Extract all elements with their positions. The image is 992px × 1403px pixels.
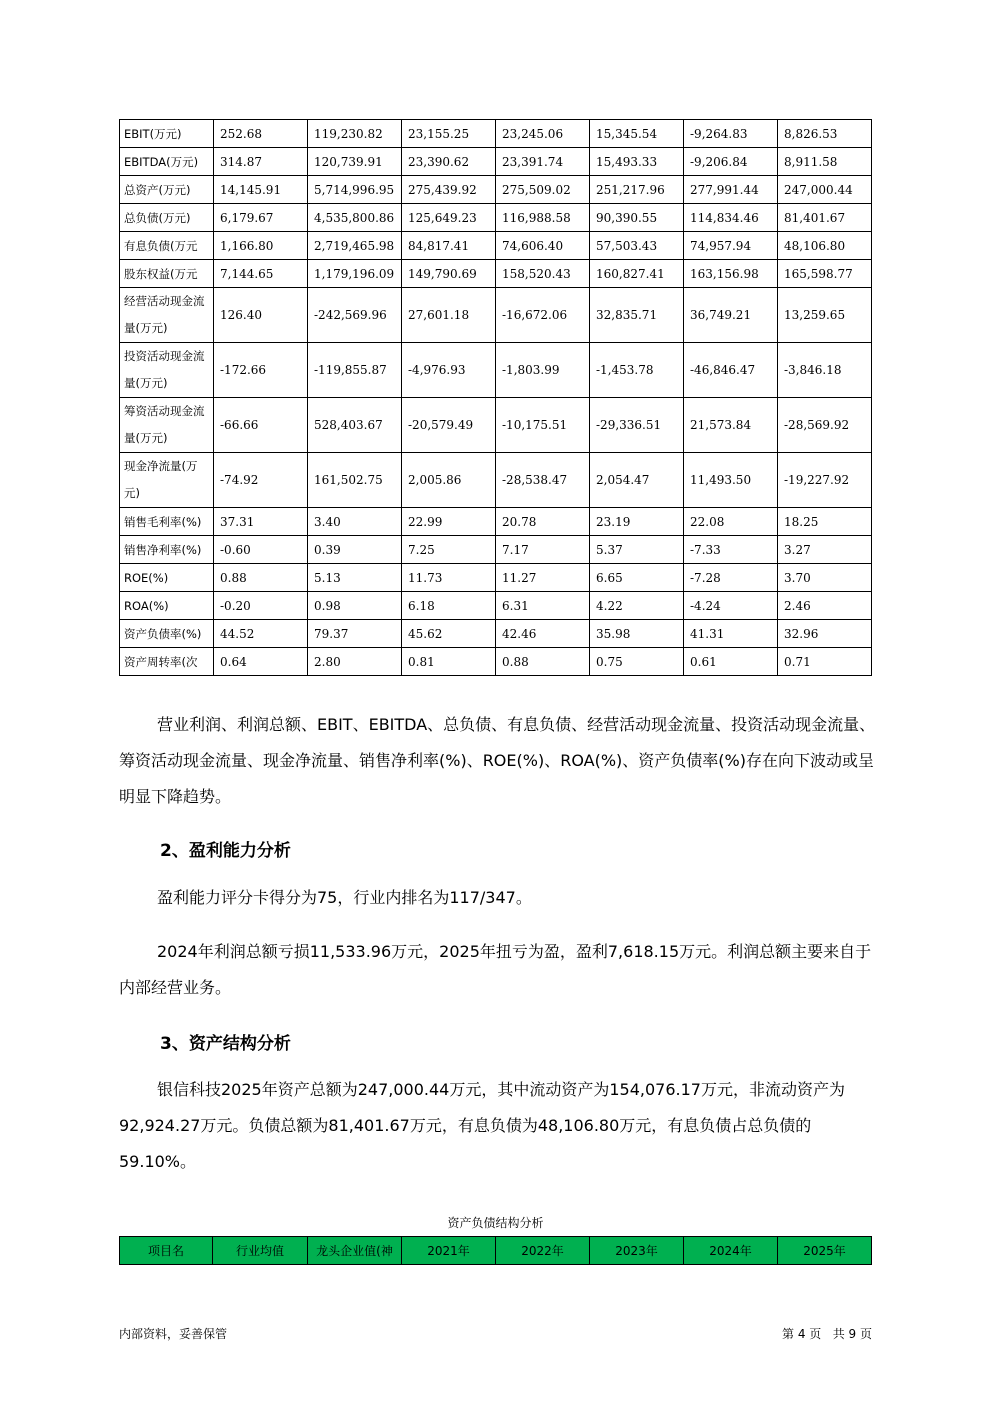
table-cell: 11.27 — [496, 564, 590, 592]
table-cell: 275,439.92 — [402, 176, 496, 204]
table-cell: 14,145.91 — [214, 176, 308, 204]
table-cell: 252.68 — [214, 120, 308, 148]
table-cell: 8,911.58 — [778, 148, 872, 176]
table-cell: 120,739.91 — [308, 148, 402, 176]
row-label: 筹资活动现金流量(万元) — [120, 398, 214, 453]
trend-paragraph: 营业利润、利润总额、EBIT、EBITDA、总负债、有息负债、经营活动现金流量、投资活动现金流量、筹资活动现金流量、现金净流量、销售净利率(%)、ROE(%)、ROA(%)、资产负债率(%)存在向下波动或呈明显下降趋势。 — [119, 715, 876, 806]
table-row — [120, 260, 872, 288]
table-cell: 6,179.67 — [214, 204, 308, 232]
table-cell: -1,803.99 — [496, 343, 590, 398]
table-row — [120, 288, 872, 343]
table-row — [120, 508, 872, 536]
table-cell: 1,166.80 — [214, 232, 308, 260]
table-cell: 277,991.44 — [684, 176, 778, 204]
row-label: 经营活动现金流量(万元) — [120, 288, 214, 343]
table-cell: 20.78 — [496, 508, 590, 536]
table-cell: 6.31 — [496, 592, 590, 620]
table-row — [120, 620, 872, 648]
table-cell: 2,719,465.98 — [308, 232, 402, 260]
table-cell: -9,264.83 — [684, 120, 778, 148]
table-cell: 32.96 — [778, 620, 872, 648]
table-cell: 2.46 — [778, 592, 872, 620]
table-cell: 0.88 — [496, 648, 590, 676]
balance-structure-table — [119, 1236, 872, 1265]
table-cell: 23,390.62 — [402, 148, 496, 176]
table-cell: 114,834.46 — [684, 204, 778, 232]
table-cell: 8,826.53 — [778, 120, 872, 148]
table-cell: 4.22 — [590, 592, 684, 620]
table-cell: 22.08 — [684, 508, 778, 536]
table-cell: 74,957.94 — [684, 232, 778, 260]
table-cell: 4,535,800.86 — [308, 204, 402, 232]
table-cell: 126.40 — [214, 288, 308, 343]
table-row — [120, 204, 872, 232]
table-cell: 57,503.43 — [590, 232, 684, 260]
table-cell: 1,179,196.09 — [308, 260, 402, 288]
row-label: 资产周转率(次 — [120, 648, 214, 676]
table-row — [120, 176, 872, 204]
table-cell: 5,714,996.95 — [308, 176, 402, 204]
table-cell: 11.73 — [402, 564, 496, 592]
table-cell: 21,573.84 — [684, 398, 778, 453]
header-cell: 2022年 — [496, 1237, 590, 1265]
table-cell: 45.62 — [402, 620, 496, 648]
table-cell: 275,509.02 — [496, 176, 590, 204]
table-caption: 资产负债结构分析 — [447, 1216, 544, 1230]
section-heading-profitability: 2、盈利能力分析 — [160, 841, 291, 861]
table-cell: 74,606.40 — [496, 232, 590, 260]
table-cell: 81,401.67 — [778, 204, 872, 232]
row-label: ROE(%) — [120, 564, 214, 592]
row-label: 股东权益(万元 — [120, 260, 214, 288]
table-cell: 5.13 — [308, 564, 402, 592]
table-cell: 23,391.74 — [496, 148, 590, 176]
table-cell: 6.18 — [402, 592, 496, 620]
table-cell: 27,601.18 — [402, 288, 496, 343]
table-cell: 119,230.82 — [308, 120, 402, 148]
table-cell: 3.70 — [778, 564, 872, 592]
table-cell: 41.31 — [684, 620, 778, 648]
table-cell: -66.66 — [214, 398, 308, 453]
row-label: 有息负债(万元 — [120, 232, 214, 260]
table-cell: 42.46 — [496, 620, 590, 648]
row-label: 销售净利率(%) — [120, 536, 214, 564]
table-cell: -46,846.47 — [684, 343, 778, 398]
table-row — [120, 232, 872, 260]
table-cell: 2.80 — [308, 648, 402, 676]
table-cell: -28,538.47 — [496, 453, 590, 508]
table-cell: 15,493.33 — [590, 148, 684, 176]
table-cell: 125,649.23 — [402, 204, 496, 232]
table-cell: -1,453.78 — [590, 343, 684, 398]
table-cell: -172.66 — [214, 343, 308, 398]
row-label: 投资活动现金流量(万元) — [120, 343, 214, 398]
table-cell: 528,403.67 — [308, 398, 402, 453]
header-cell: 龙头企业值(神 — [308, 1237, 402, 1265]
table-cell: 251,217.96 — [590, 176, 684, 204]
table-row — [120, 343, 872, 398]
table-row — [120, 398, 872, 453]
table-cell: -16,672.06 — [496, 288, 590, 343]
table-cell: 0.64 — [214, 648, 308, 676]
table-cell: 6.65 — [590, 564, 684, 592]
table-cell: 5.37 — [590, 536, 684, 564]
table-row — [120, 120, 872, 148]
table-cell: 90,390.55 — [590, 204, 684, 232]
table-cell: 7.25 — [402, 536, 496, 564]
table-row — [120, 453, 872, 508]
table-cell: -28,569.92 — [778, 398, 872, 453]
table-cell: 23.19 — [590, 508, 684, 536]
table-cell: 3.40 — [308, 508, 402, 536]
table-cell: -119,855.87 — [308, 343, 402, 398]
header-cell: 2024年 — [684, 1237, 778, 1265]
section-heading-asset-structure: 3、资产结构分析 — [160, 1034, 291, 1054]
table-cell: 23,155.25 — [402, 120, 496, 148]
table-cell: -242,569.96 — [308, 288, 402, 343]
table-cell: 35.98 — [590, 620, 684, 648]
table-cell: 160,827.41 — [590, 260, 684, 288]
row-label: 资产负债率(%) — [120, 620, 214, 648]
table-cell: 0.75 — [590, 648, 684, 676]
table-cell: 18.25 — [778, 508, 872, 536]
table-cell: -4,976.93 — [402, 343, 496, 398]
table-cell: 0.71 — [778, 648, 872, 676]
profitability-score-paragraph: 盈利能力评分卡得分为75，行业内排名为117/347。 — [157, 888, 532, 907]
table-cell: 116,988.58 — [496, 204, 590, 232]
table-cell: 36,749.21 — [684, 288, 778, 343]
asset-structure-paragraph: 银信科技2025年资产总额为247,000.44万元，其中流动资产为154,076.17万元，非流动资产为92,924.27万元。负债总额为81,401.67万元，有息负债为48,106.80万元，有息负债占总负债的59.10%。 — [119, 1080, 845, 1171]
table-cell: 44.52 — [214, 620, 308, 648]
table-cell: 13,259.65 — [778, 288, 872, 343]
table-cell: -29,336.51 — [590, 398, 684, 453]
header-cell: 行业均值 — [213, 1237, 308, 1265]
table-cell: -20,579.49 — [402, 398, 496, 453]
table-cell: 161,502.75 — [308, 453, 402, 508]
table-row — [120, 592, 872, 620]
table-row — [120, 148, 872, 176]
table-cell: 149,790.69 — [402, 260, 496, 288]
profit-paragraph: 2024年利润总额亏损11,533.96万元，2025年扭亏为盈，盈利7,618.15万元。利润总额主要来自于内部经营业务。 — [119, 942, 872, 997]
table-header-row — [120, 1237, 872, 1265]
footer-page-number: 第 4 页 共 9 页 — [782, 1327, 872, 1341]
row-label: EBIT(万元) — [120, 120, 214, 148]
table-cell: -9,206.84 — [684, 148, 778, 176]
table-cell: 23,245.06 — [496, 120, 590, 148]
table-cell: 11,493.50 — [684, 453, 778, 508]
table-cell: 48,106.80 — [778, 232, 872, 260]
header-cell: 2021年 — [402, 1237, 496, 1265]
table-cell: 314.87 — [214, 148, 308, 176]
table-cell: -0.60 — [214, 536, 308, 564]
table-cell: 37.31 — [214, 508, 308, 536]
header-cell: 项目名 — [120, 1237, 213, 1265]
footer-confidential: 内部资料，妥善保管 — [119, 1327, 228, 1341]
table-cell: -19,227.92 — [778, 453, 872, 508]
table-cell: 0.98 — [308, 592, 402, 620]
row-label: 销售毛利率(%) — [120, 508, 214, 536]
table-cell: 79.37 — [308, 620, 402, 648]
table-cell: 7.17 — [496, 536, 590, 564]
table-cell: 84,817.41 — [402, 232, 496, 260]
table-cell: 158,520.43 — [496, 260, 590, 288]
financial-indicators-table — [119, 119, 872, 676]
table-cell: 0.81 — [402, 648, 496, 676]
table-cell: 163,156.98 — [684, 260, 778, 288]
table-cell: 32,835.71 — [590, 288, 684, 343]
row-label: EBITDA(万元) — [120, 148, 214, 176]
table-cell: 2,005.86 — [402, 453, 496, 508]
table-cell: -3,846.18 — [778, 343, 872, 398]
table-cell: -74.92 — [214, 453, 308, 508]
header-cell: 2023年 — [590, 1237, 684, 1265]
header-cell: 2025年 — [778, 1237, 872, 1265]
table-cell: 165,598.77 — [778, 260, 872, 288]
table-cell: 0.88 — [214, 564, 308, 592]
table-row — [120, 536, 872, 564]
table-cell: -7.28 — [684, 564, 778, 592]
row-label: 总负债(万元) — [120, 204, 214, 232]
row-label: 现金净流量(万元) — [120, 453, 214, 508]
table-cell: 247,000.44 — [778, 176, 872, 204]
table-cell: -4.24 — [684, 592, 778, 620]
table-cell: 0.39 — [308, 536, 402, 564]
table-cell: -7.33 — [684, 536, 778, 564]
table-cell: 15,345.54 — [590, 120, 684, 148]
table-row — [120, 564, 872, 592]
table-cell: -10,175.51 — [496, 398, 590, 453]
table-cell: 3.27 — [778, 536, 872, 564]
row-label: 总资产(万元) — [120, 176, 214, 204]
table-cell: 0.61 — [684, 648, 778, 676]
table-cell: 7,144.65 — [214, 260, 308, 288]
table-row — [120, 648, 872, 676]
table-cell: -0.20 — [214, 592, 308, 620]
table-cell: 22.99 — [402, 508, 496, 536]
row-label: ROA(%) — [120, 592, 214, 620]
table-cell: 2,054.47 — [590, 453, 684, 508]
